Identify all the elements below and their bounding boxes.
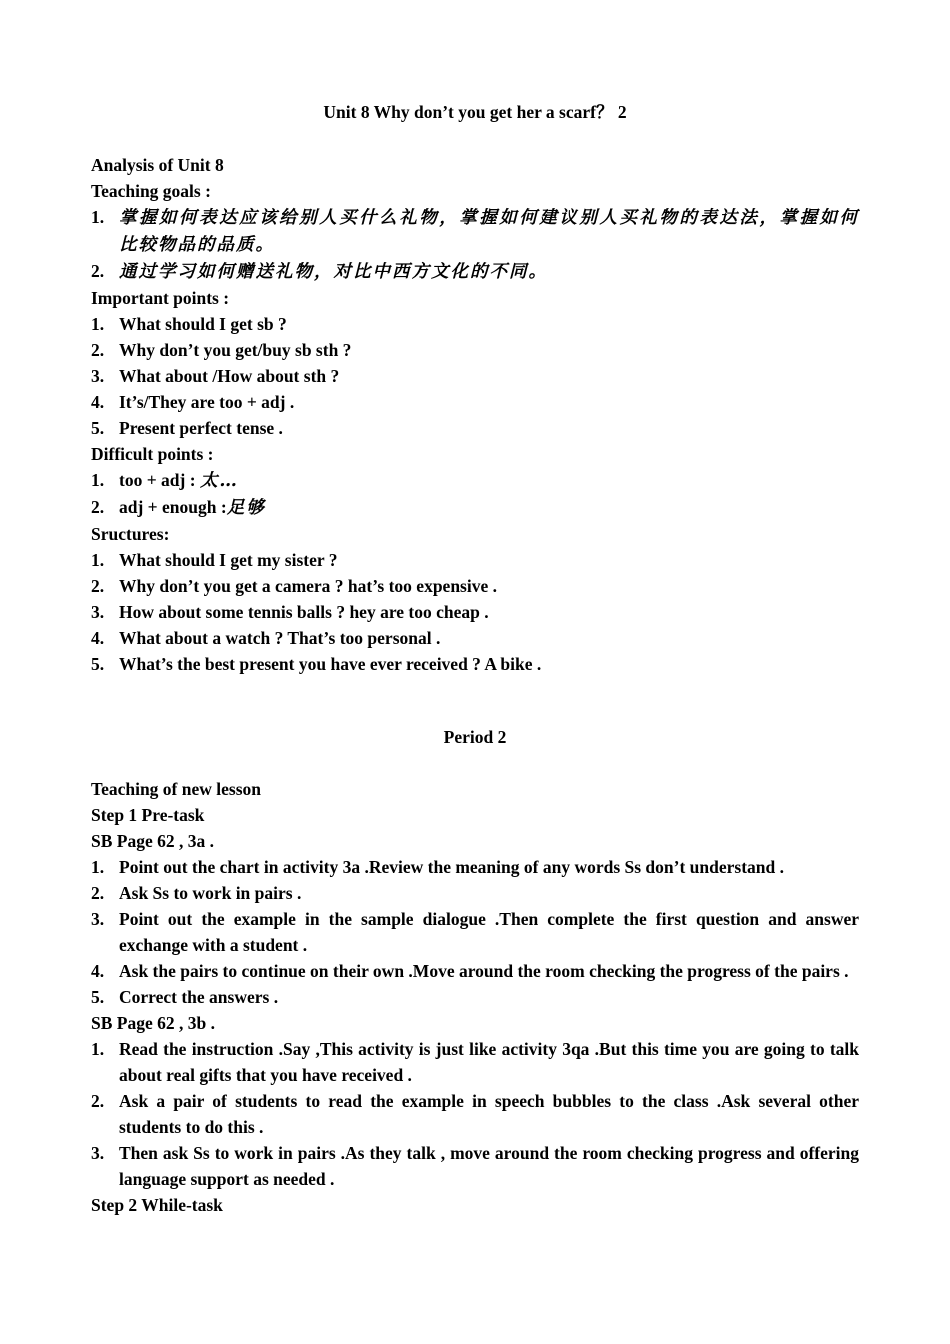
- goals-heading: Teaching goals :: [91, 181, 211, 201]
- item-text: Ask Ss to work in pairs .: [119, 883, 302, 903]
- important-item: [91, 415, 859, 441]
- item-number: 3.: [91, 1143, 105, 1163]
- goal-item: [91, 258, 859, 285]
- item-text: Then ask Ss to work in pairs .As they talk , move around the room checking progress and offering language support as needed .: [119, 1143, 859, 1189]
- item-number: 1.: [91, 470, 105, 490]
- item-text: How about some tennis balls ? hey are too cheap .: [119, 602, 489, 622]
- sb-3b-heading: SB Page 62 , 3b .: [91, 1013, 215, 1033]
- structure-item: [91, 599, 859, 625]
- new-lesson-heading: Teaching of new lesson: [91, 779, 262, 799]
- goal-text: 通过学习如何赠送礼物，对比中西方文化的不同。: [119, 262, 548, 282]
- item-text-cn: 足够: [226, 498, 266, 518]
- sb-3a-heading: SB Page 62 , 3a .: [91, 831, 214, 851]
- difficult-heading: Difficult points :: [91, 444, 214, 464]
- item-number: 4.: [91, 392, 105, 412]
- item-text: Why don’t you get/buy sb sth ?: [119, 340, 352, 360]
- important-item: [91, 311, 859, 337]
- step-3b-item: [91, 1036, 859, 1088]
- step-3b-item: [91, 1140, 859, 1192]
- item-text: What about a watch ? That’s too personal .: [119, 628, 441, 648]
- item-text: Why don’t you get a camera ? hat’s too expensive .: [119, 576, 498, 596]
- period-title: Period 2: [443, 727, 507, 747]
- step-3b-item: [91, 1088, 859, 1140]
- step-3a-item: [91, 880, 859, 906]
- item-text: Present perfect tense .: [119, 418, 283, 438]
- item-text: Ask a pair of students to read the example in speech bubbles to the class .Ask several other students to do this .: [119, 1091, 859, 1137]
- step-1-heading: Step 1 Pre-task: [91, 805, 205, 825]
- item-text: It’s/They are too + adj .: [119, 392, 295, 412]
- item-text: Ask the pairs to continue on their own .Move around the room checking the progress of the pairs .: [119, 961, 849, 981]
- step-3a-item: [91, 984, 859, 1010]
- item-text: What should I get my sister ?: [119, 550, 338, 570]
- step-3a-item: [91, 958, 859, 984]
- goal-text: 掌握如何表达应该给别人买什么礼物，掌握如何建议别人买礼物的表达法，掌握如何比较物品的品质。: [119, 208, 859, 255]
- item-text: Correct the answers .: [119, 987, 279, 1007]
- item-number: 1.: [91, 314, 105, 334]
- difficult-item: [91, 467, 859, 494]
- document-title: Unit 8 Why don’t you get her a scarf？ 2: [323, 102, 627, 122]
- analysis-heading: Analysis of Unit 8: [91, 155, 224, 175]
- important-item: [91, 389, 859, 415]
- difficult-item: [91, 494, 859, 521]
- item-number: 2.: [91, 576, 105, 596]
- structures-heading: Sructures:: [91, 524, 170, 544]
- goal-number: 2.: [91, 261, 105, 281]
- analysis-section: [91, 152, 859, 677]
- item-number: 5.: [91, 654, 105, 674]
- important-item: [91, 363, 859, 389]
- item-text-en: too + adj :: [119, 470, 200, 490]
- structure-item: [91, 651, 859, 677]
- step-3a-item: [91, 854, 859, 880]
- item-number: 1.: [91, 857, 105, 877]
- step-2-heading: Step 2 While-task: [91, 1195, 223, 1215]
- item-number: 2.: [91, 497, 105, 517]
- item-text: Point out the chart in activity 3a .Review the meaning of any words Ss don’t understand .: [119, 857, 785, 877]
- item-number: 1.: [91, 1039, 105, 1059]
- structure-item: [91, 547, 859, 573]
- goal-item: [91, 204, 859, 258]
- item-number: 3.: [91, 909, 105, 929]
- item-text: What’s the best present you have ever received ? A bike .: [119, 654, 542, 674]
- item-number: 3.: [91, 366, 105, 386]
- item-number: 1.: [91, 550, 105, 570]
- important-item: [91, 337, 859, 363]
- item-number: 3.: [91, 602, 105, 622]
- item-text: What should I get sb ?: [119, 314, 287, 334]
- structure-item: [91, 625, 859, 651]
- item-number: 2.: [91, 1091, 105, 1111]
- item-text: What about /How about sth ?: [119, 366, 340, 386]
- item-text-cn: 太…: [199, 471, 239, 491]
- item-number: 4.: [91, 961, 105, 981]
- item-number: 4.: [91, 628, 105, 648]
- item-number: 2.: [91, 340, 105, 360]
- item-number: 5.: [91, 987, 105, 1007]
- step-3a-item: [91, 906, 859, 958]
- item-text: Point out the example in the sample dialogue .Then complete the first question and answer exchange with a student .: [119, 909, 859, 955]
- item-text-en: adj + enough :: [119, 497, 227, 517]
- structure-item: [91, 573, 859, 599]
- item-number: 2.: [91, 883, 105, 903]
- lesson-section: [91, 776, 859, 1218]
- item-number: 5.: [91, 418, 105, 438]
- goal-number: 1.: [91, 207, 105, 227]
- important-heading: Important points :: [91, 288, 230, 308]
- item-text: Read the instruction .Say ,This activity is just like activity 3qa .But this time you are going to talk about real gifts that you have received .: [119, 1039, 859, 1085]
